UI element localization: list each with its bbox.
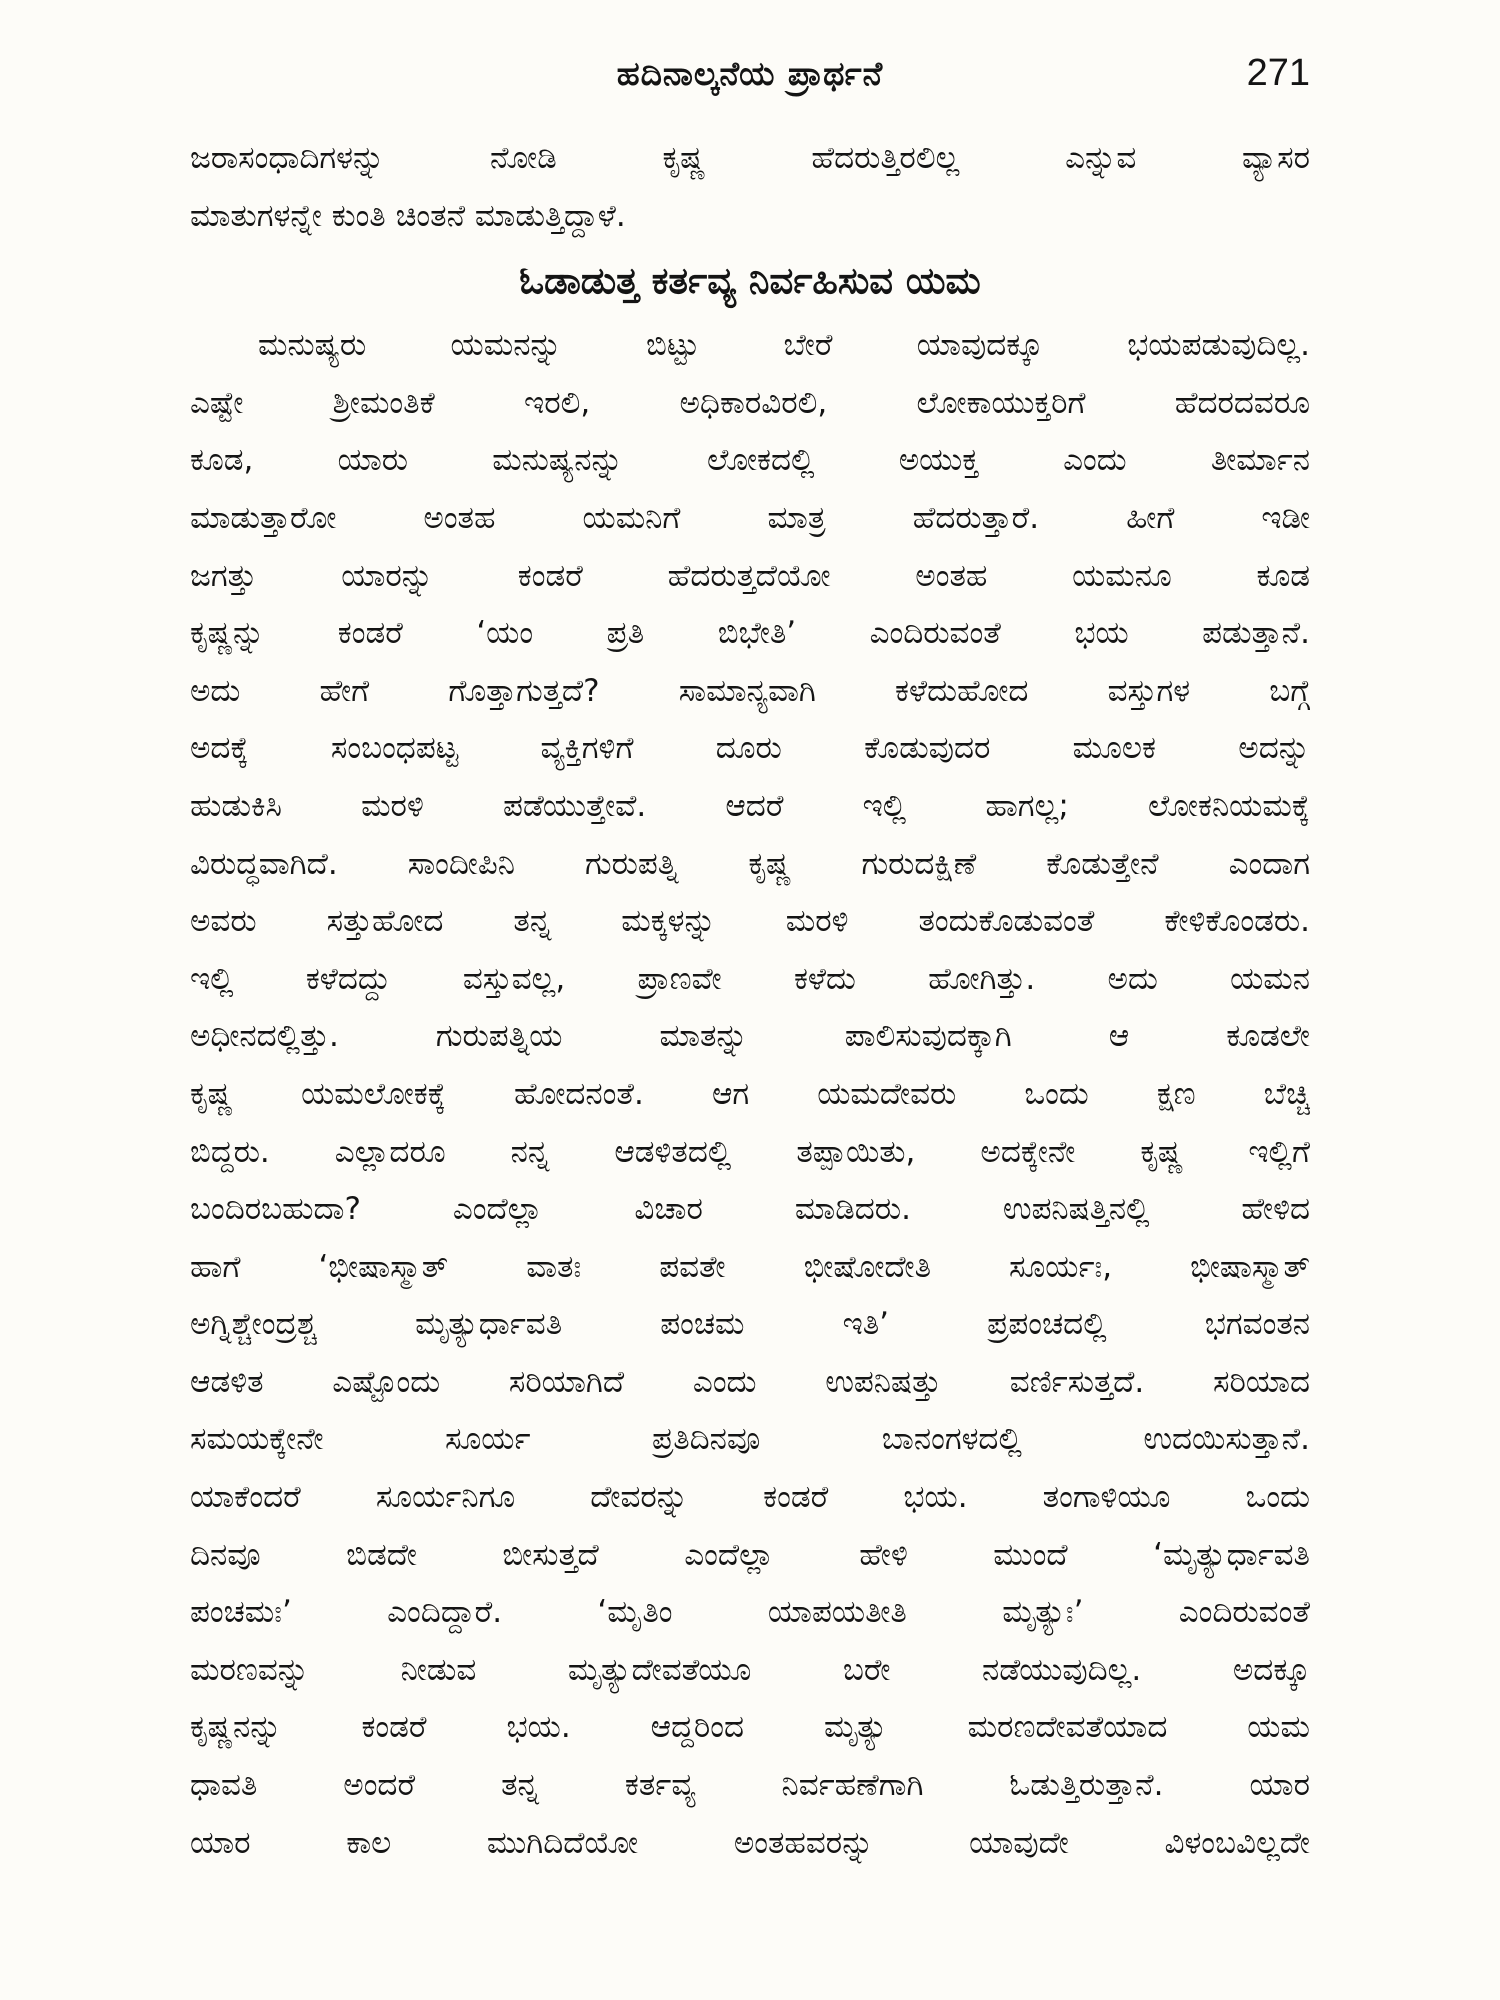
text-line: ಮಾತುಗಳನ್ನೇ ಕುಂತಿ ಚಿಂತನೆ ಮಾಡುತ್ತಿದ್ದಾಳೆ. xyxy=(190,197,626,234)
text-line: ಧಾವತಿ ಅಂದರೆ ತನ್ನ ಕರ್ತವ್ಯ ನಿರ್ವಹಣೆಗಾಗಿ ಓಡುತ್ತಿರುತ್ತಾನೆ. ಯಾರ xyxy=(190,1767,1310,1804)
text-line: ಜಗತ್ತು ಯಾರನ್ನು ಕಂಡರೆ ಹೆದರುತ್ತದೆಯೋ ಅಂತಹ ಯಮನೂ ಕೂಡ xyxy=(190,557,1310,594)
text-line: ಎಷ್ಟೇ ಶ್ರೀಮಂತಿಕೆ ಇರಲಿ, ಅಧಿಕಾರವಿರಲಿ, ಲೋಕಾಯುಕ್ತರಿಗೆ ಹೆದರದವರೂ xyxy=(190,384,1310,421)
text-line: ಬಿದ್ದರು. ಎಲ್ಲಾದರೂ ನನ್ನ ಆಡಳಿತದಲ್ಲಿ ತಪ್ಪಾಯಿತು, ಅದಕ್ಕೇನೇ ಕೃಷ್ಣ ಇಲ್ಲಿಗೆ xyxy=(190,1133,1310,1170)
text-line: ಅವರು ಸತ್ತುಹೋದ ತನ್ನ ಮಕ್ಕಳನ್ನು ಮರಳಿ ತಂದುಕೊಡುವಂತೆ ಕೇಳಿಕೊಂಡರು. xyxy=(190,903,1310,940)
body-text xyxy=(190,130,1310,1872)
text-line: ಪಂಚಮಃ’ ಎಂದಿದ್ದಾರೆ. ‘ಮೃತಿಂ ಯಾಪಯತೀತಿ ಮೃತ್ಯುಃ’ ಎಂದಿರುವಂತೆ xyxy=(190,1594,1310,1631)
text-line: ಅಧೀನದಲ್ಲಿತ್ತು. ಗುರುಪತ್ನಿಯ ಮಾತನ್ನು ಪಾಲಿಸುವುದಕ್ಕಾಗಿ ಆ ಕೂಡಲೇ xyxy=(190,1018,1310,1055)
text-line: ಯಾರ ಕಾಲ ಮುಗಿದಿದೆಯೋ ಅಂತಹವರನ್ನು ಯಾವುದೇ ವಿಳಂಬವಿಲ್ಲದೇ xyxy=(190,1824,1310,1861)
text-line: ಬಂದಿರಬಹುದಾ? ಎಂದೆಲ್ಲಾ ವಿಚಾರ ಮಾಡಿದರು. ಉಪನಿಷತ್ತಿನಲ್ಲಿ ಹೇಳಿದ xyxy=(190,1191,1310,1228)
text-line: ಕೃಷ್ಣನನ್ನು ಕಂಡರೆ ಭಯ. ಆದ್ದರಿಂದ ಮೃತ್ಯು ಮರಣದೇವತೆಯಾದ ಯಮ xyxy=(190,1709,1310,1746)
running-header xyxy=(190,50,1310,120)
section-heading: ಓಡಾಡುತ್ತ ಕರ್ತವ್ಯ ನಿರ್ವಹಿಸುವ ಯಮ xyxy=(519,259,981,303)
running-title: ಹದಿನಾಲ್ಕನೆಯ ಪ್ರಾರ್ಥನೆ xyxy=(616,54,884,93)
text-line: ದಿನವೂ ಬಿಡದೇ ಬೀಸುತ್ತದೆ ಎಂದೆಲ್ಲಾ ಹೇಳಿ ಮುಂದೆ ‘ಮೃತ್ಯುರ್ಧಾವತಿ xyxy=(190,1536,1310,1573)
text-line: ಕೃಷ್ಣ ಯಮಲೋಕಕ್ಕೆ ಹೋದನಂತೆ. ಆಗ ಯಮದೇವರು ಒಂದು ಕ್ಷಣ ಬೆಚ್ಚಿ xyxy=(190,1075,1310,1112)
page-number: 271 xyxy=(1246,52,1310,94)
text-line: ಕೃಷ್ಣನ್ನು ಕಂಡರೆ ‘ಯಂ ಪ್ರತಿ ಬಿಭೇತಿ’ ಎಂದಿರುವಂತೆ ಭಯ ಪಡುತ್ತಾನೆ. xyxy=(190,615,1310,652)
text-line: ಅದು ಹೇಗೆ ಗೊತ್ತಾಗುತ್ತದೆ? ಸಾಮಾನ್ಯವಾಗಿ ಕಳೆದುಹೋದ ವಸ್ತುಗಳ ಬಗ್ಗೆ xyxy=(190,672,1310,709)
text-line: ಯಾಕೆಂದರೆ ಸೂರ್ಯನಿಗೂ ದೇವರನ್ನು ಕಂಡರೆ ಭಯ. ತಂಗಾಳಿಯೂ ಒಂದು xyxy=(190,1479,1310,1516)
text-line: ವಿರುದ್ಧವಾಗಿದೆ. ಸಾಂದೀಪಿನಿ ಗುರುಪತ್ನಿ ಕೃಷ್ಣ ಗುರುದಕ್ಷಿಣೆ ಕೊಡುತ್ತೇನೆ ಎಂದಾಗ xyxy=(190,845,1310,882)
text-line: ಹುಡುಕಿಸಿ ಮರಳಿ ಪಡೆಯುತ್ತೇವೆ. ಆದರೆ ಇಲ್ಲಿ ಹಾಗಲ್ಲ; ಲೋಕನಿಯಮಕ್ಕೆ xyxy=(190,787,1310,824)
text-line: ಅಗ್ನಿಶ್ಚೇಂದ್ರಶ್ಚ ಮೃತ್ಯುರ್ಧಾವತಿ ಪಂಚಮ ಇತಿ’ ಪ್ರಪಂಚದಲ್ಲಿ ಭಗವಂತನ xyxy=(190,1306,1310,1343)
text-line: ಮನುಷ್ಯರು ಯಮನನ್ನು ಬಿಟ್ಟು ಬೇರೆ ಯಾವುದಕ್ಕೂ ಭಯಪಡುವುದಿಲ್ಲ. xyxy=(258,327,1310,364)
text-line: ಅದಕ್ಕೆ ಸಂಬಂಧಪಟ್ಟ ವ್ಯಕ್ತಿಗಳಿಗೆ ದೂರು ಕೊಡುವುದರ ಮೂಲಕ ಅದನ್ನು xyxy=(190,730,1310,767)
text-line: ಮಾಡುತ್ತಾರೋ ಅಂತಹ ಯಮನಿಗೆ ಮಾತ್ರ ಹೆದರುತ್ತಾರೆ. ಹೀಗೆ ಇಡೀ xyxy=(190,499,1310,536)
text-line: ಹಾಗೆ ‘ಭೀಷಾಸ್ಮಾತ್ ವಾತಃ ಪವತೇ ಭೀಷೋದೇತಿ ಸೂರ್ಯಃ, ಭೀಷಾಸ್ಮಾತ್ xyxy=(190,1248,1310,1285)
text-line: ಇಲ್ಲಿ ಕಳೆದದ್ದು ವಸ್ತುವಲ್ಲ, ಪ್ರಾಣವೇ ಕಳೆದು ಹೋಗಿತ್ತು. ಅದು ಯಮನ xyxy=(190,960,1310,997)
text-line: ಸಮಯಕ್ಕೇನೇ ಸೂರ್ಯ ಪ್ರತಿದಿನವೂ ಬಾನಂಗಳದಲ್ಲಿ ಉದಯಿಸುತ್ತಾನೆ. xyxy=(190,1421,1310,1458)
text-line: ಕೂಡ, ಯಾರು ಮನುಷ್ಯನನ್ನು ಲೋಕದಲ್ಲಿ ಅಯುಕ್ತ ಎಂದು ತೀರ್ಮಾನ xyxy=(190,442,1310,479)
text-line: ಜರಾಸಂಧಾದಿಗಳನ್ನು ನೋಡಿ ಕೃಷ್ಣ ಹೆದರುತ್ತಿರಲಿಲ್ಲ ಎನ್ನುವ ವ್ಯಾಸರ xyxy=(190,140,1310,176)
text-line: ಆಡಳಿತ ಎಷ್ಟೊಂದು ಸರಿಯಾಗಿದೆ ಎಂದು ಉಪನಿಷತ್ತು ವರ್ಣಿಸುತ್ತದೆ. ಸರಿಯಾದ xyxy=(190,1363,1310,1400)
text-line: ಮರಣವನ್ನು ನೀಡುವ ಮೃತ್ಯುದೇವತೆಯೂ ಬರೇ ನಡೆಯುವುದಿಲ್ಲ. ಅದಕ್ಕೂ xyxy=(190,1651,1310,1688)
